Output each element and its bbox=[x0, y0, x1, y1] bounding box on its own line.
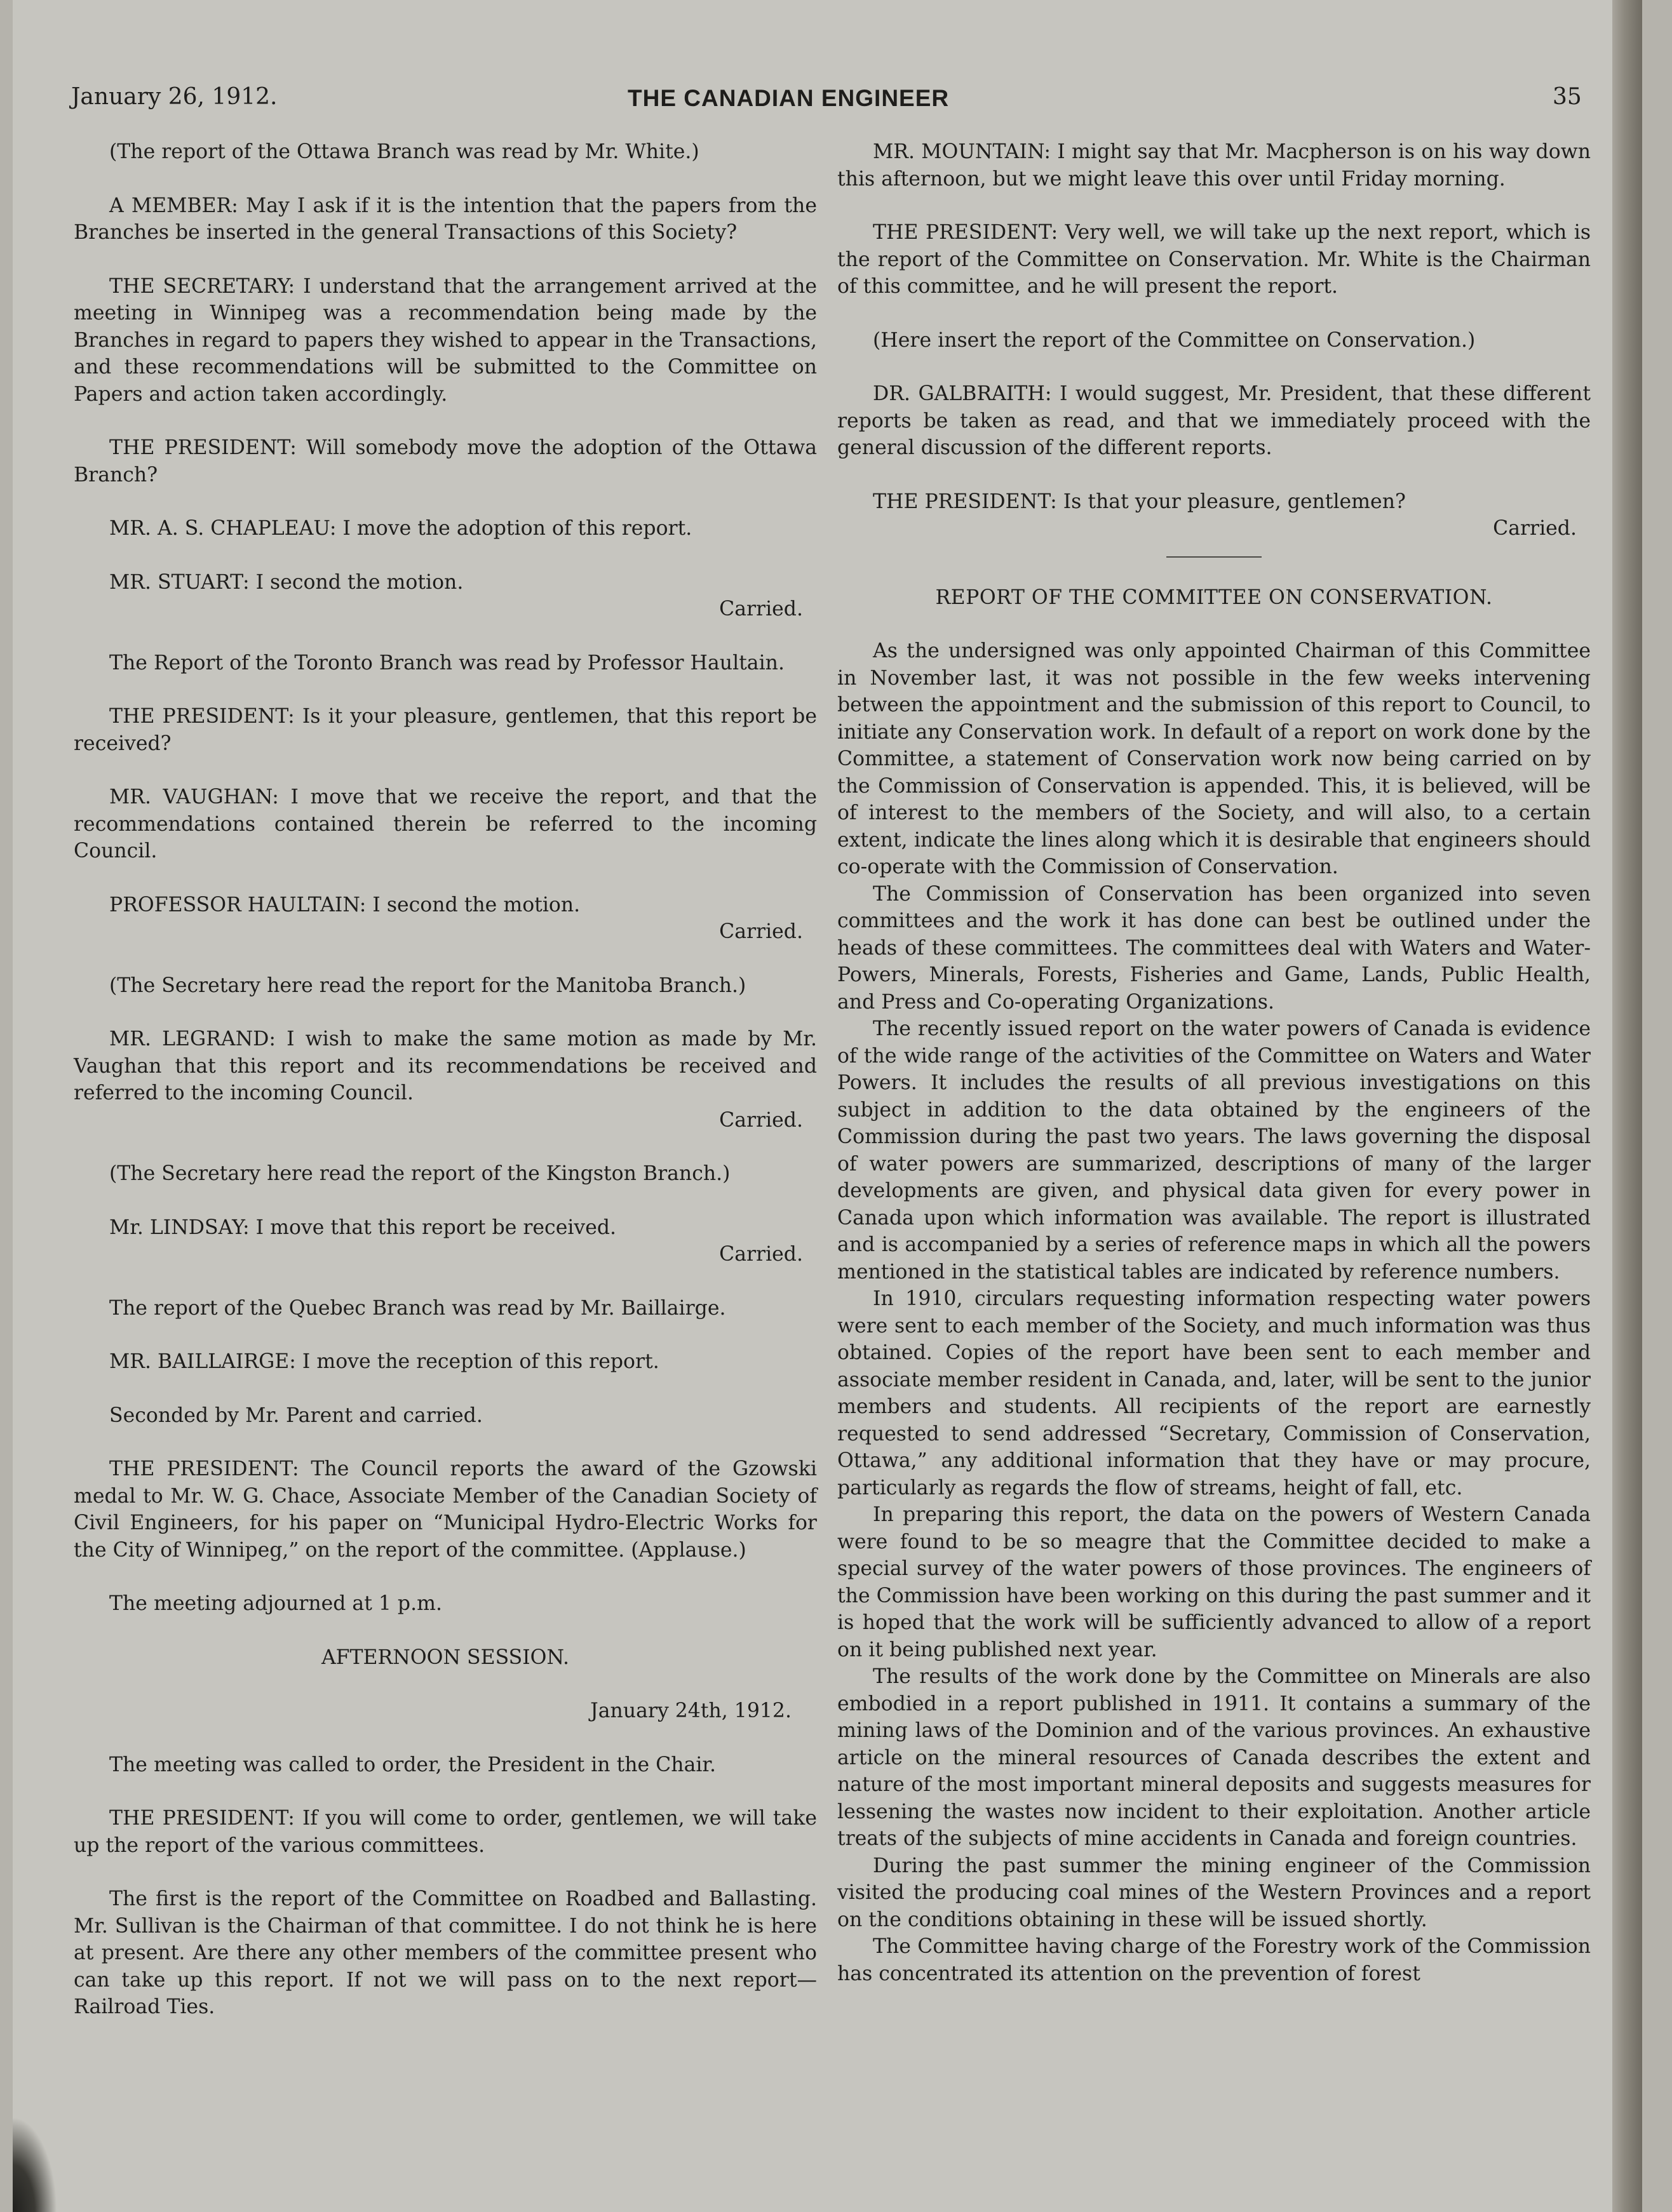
paragraph: The report of the Quebec Branch was read by Mr. Baillairge. bbox=[109, 1296, 726, 1320]
paragraph: In preparing this report, the data on the powers of Western Canada were found to be so meagre that the Committee decided to make a special survey of the water powers of those provinces. The engineers of the Commission have been working on this during the past summer and it is hoped that the work will be sufficiently advanced to allow of a report on it being published next year. bbox=[837, 1503, 1591, 1661]
section-rule bbox=[1166, 556, 1262, 558]
paragraph: The results of the work done by the Committee on Minerals are also embodied in a report published in 1911. It contains a summary of the mining laws of the Dominion and of the various provinces. An exhaustive article on the mineral resources of Canada describes the extent and nature of the most important mineral deposits and suggests measures for lessening the wastes now incident to their exploitation. Another article treats of the subjects of mine accidents in Canada and foreign countries. bbox=[837, 1665, 1591, 1850]
paragraph: THE PRESIDENT: Very well, we will take up the next report, which is the report of the Committee on Conservation. Mr. White is the Chairman of this committee, and he will present the report. bbox=[837, 221, 1591, 298]
paragraph: DR. GALBRAITH: I would suggest, Mr. President, that these different reports be taken as read, and that we immediately proceed with the general discussion of the different reports. bbox=[837, 382, 1591, 459]
paragraph: THE PRESIDENT: Will somebody move the adoption of the Ottawa Branch? bbox=[74, 436, 817, 486]
paragraph: The recently issued report on the water powers of Canada is evidence of the wide range of the activities of the Committee on Waters and Water Powers. It includes the results of all previous investigations on this subject in addition to the data obtained by the engineers of the Commission during the past two years. The laws governing the disposal of water powers are summarized, descriptions of many of the larger developments are given, and physical data given for every power in Canada upon which information was available. The report is illustrated and is accompanied by a series of reference maps in which all the powers mentioned in the statistical tables are indicated by reference numbers. bbox=[837, 1017, 1591, 1284]
paragraph: MR. LEGRAND: I wish to make the same motion as made by Mr. Vaughan that this report and its recommendations be received and referred to the incoming Council. bbox=[74, 1028, 817, 1104]
paragraph: A MEMBER: May I ask if it is the intention that the papers from the Branches be inserted in the general Transactions of this Society? bbox=[74, 194, 817, 244]
paragraph: (Here insert the report of the Committee on Conservation.) bbox=[873, 328, 1476, 352]
right-column bbox=[837, 138, 1591, 1987]
paragraph: The Committee having charge of the Forestry work of the Commission has concentrated its attention on the prevention of forest bbox=[837, 1935, 1591, 1985]
paragraph: (The Secretary here read the report for the Manitoba Branch.) bbox=[109, 974, 746, 997]
paragraph: The Commission of Conservation has been organized into seven committees and the work it has done can best be outlined under the heads of these committees. The committees deal with Waters and Water-Powers, Minerals, Forests, Fisheries and Game, Lands, Public Health, and Press and Co-operating Organizations. bbox=[837, 882, 1591, 1014]
paragraph: Mr. LINDSAY: I move that this report be received. bbox=[109, 1216, 617, 1239]
paragraph: MR. VAUGHAN: I move that we receive the report, and that the recommendations contained therein be referred to the incoming Council. bbox=[74, 786, 817, 862]
paragraph: The Report of the Toronto Branch was read by Professor Haultain. bbox=[109, 651, 785, 674]
section-heading: REPORT OF THE COMMITTEE ON CONSERVATION. bbox=[935, 586, 1493, 609]
paragraph: As the undersigned was only appointed Chairman of this Committee in November last, it was not possible in the few weeks intervening between the appointment and the submission of this report to Council, to initiate any Conservation work. In default of a report on work done by the Committee, a statement of Conservation work now being carried on by the Commission of Conservation is appended. This, it is believed, will be of interest to the members of the Society, and will also, to a certain extent, indicate the lines along which it is desirable that engineers should co-operate with the Commission of Conservation. bbox=[837, 640, 1591, 878]
paragraph: MR. A. S. CHAPLEAU: I move the adoption of this report. bbox=[109, 517, 692, 540]
page-binding-edge bbox=[1612, 0, 1642, 2212]
carried-note: Carried. bbox=[1493, 517, 1577, 540]
left-column bbox=[74, 138, 817, 2021]
paragraph: MR. MOUNTAIN: I might say that Mr. Macpherson is on his way down this afternoon, but we might leave this over until Friday morning. bbox=[837, 140, 1591, 191]
session-heading: AFTERNOON SESSION. bbox=[321, 1646, 570, 1669]
paragraph: The first is the report of the Committee on Roadbed and Ballasting. Mr. Sullivan is the Chairman of that committee. I do not think he is here at present. Are there any other members of the committee present who can take up this report. If not we will pass on to the next report—Railroad Ties. bbox=[74, 1887, 817, 2018]
paragraph: During the past summer the mining engineer of the Commission visited the producing coal mines of the Western Provinces and a report on the conditions obtaining in these will be issued shortly. bbox=[837, 1854, 1591, 1931]
journal-page bbox=[13, 0, 1642, 2212]
carried-note: Carried. bbox=[719, 920, 803, 943]
scan-shadow bbox=[13, 2117, 57, 2212]
paragraph: The meeting was called to order, the President in the Chair. bbox=[109, 1753, 717, 1776]
paragraph: (The report of the Ottawa Branch was read by Mr. White.) bbox=[109, 140, 699, 163]
journal-title: THE CANADIAN ENGINEER bbox=[628, 85, 950, 111]
paragraph: THE PRESIDENT: The Council reports the award of the Gzowski medal to Mr. W. G. Chace, Associate Member of the Canadian Society of Civil Engineers, for his paper on “Municipal Hydro-Electric Works for the City of Winnipeg,” on the report of the committee. (Applause.) bbox=[74, 1458, 817, 1562]
paragraph: THE PRESIDENT: If you will come to order, gentlemen, we will take up the report of the various committees. bbox=[74, 1807, 817, 1857]
paragraph: In 1910, circulars requesting information respecting water powers were sent to each member of the Society, and much information was thus obtained. Copies of the report have been sent to each member and associate member resident in Canada, and, later, will be sent to the junior members and students. All recipients of the report are earnestly requested to send addressed “Secretary, Commission of Conservation, Ottawa,” any additional information that they have or may procure, particularly as regards the flow of streams, height of fall, etc. bbox=[837, 1287, 1591, 1499]
carried-note: Carried. bbox=[719, 598, 803, 620]
running-head bbox=[13, 84, 1642, 122]
paragraph: The meeting adjourned at 1 p.m. bbox=[109, 1592, 442, 1615]
carried-note: Carried. bbox=[719, 1108, 803, 1132]
paragraph: THE SECRETARY: I understand that the arrangement arrived at the meeting in Winnipeg was a recommendation being made by the Branches in regard to papers they wished to appear in the Transactions, and these recommendations will be submitted to the Committee on Papers and action taken accordingly. bbox=[74, 274, 817, 406]
paragraph: THE PRESIDENT: Is that your pleasure, gentlemen? bbox=[873, 490, 1406, 513]
issue-date: January 26, 1912. bbox=[71, 84, 278, 110]
carried-note: Carried. bbox=[719, 1243, 803, 1266]
session-date: January 24th, 1912. bbox=[590, 1699, 792, 1722]
paragraph: MR. STUART: I second the motion. bbox=[109, 570, 464, 594]
paragraph: THE PRESIDENT: Is it your pleasure, gentlemen, that this report be received? bbox=[74, 705, 817, 755]
paragraph: PROFESSOR HAULTAIN: I second the motion. bbox=[109, 893, 581, 916]
paragraph: Seconded by Mr. Parent and carried. bbox=[109, 1404, 483, 1427]
page-number: 35 bbox=[1553, 84, 1582, 110]
paragraph: MR. BAILLAIRGE: I move the reception of this report. bbox=[109, 1350, 659, 1373]
paragraph: (The Secretary here read the report of the Kingston Branch.) bbox=[109, 1162, 731, 1185]
